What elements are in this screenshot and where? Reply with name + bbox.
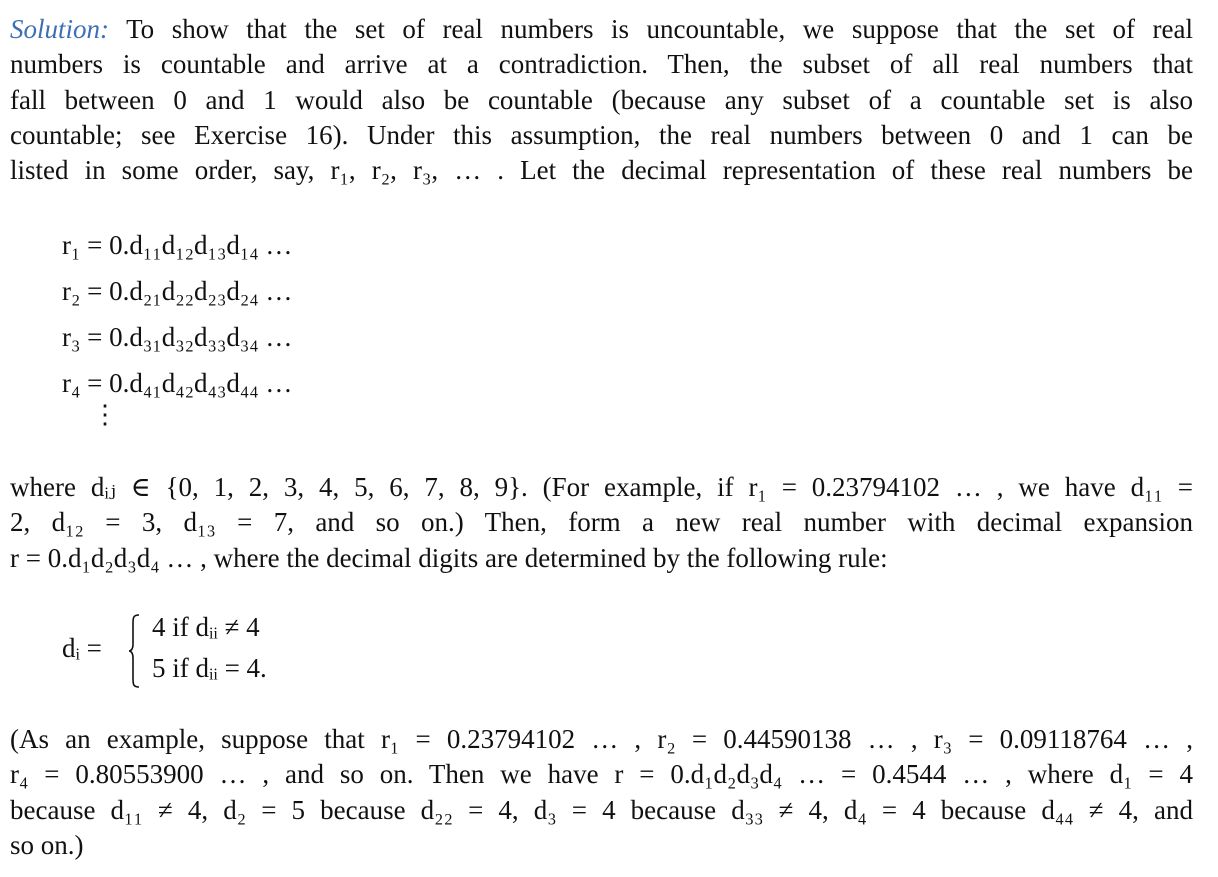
middle-line-1: where dᵢⱼ ∈ {0, 1, 2, 3, 4, 5, 6, 7, 8, 9}. (For example, if r₁ = 0.23794102 … , we have d₁₁ = bbox=[10, 472, 1193, 502]
decimal-representation-list bbox=[62, 222, 292, 406]
middle-paragraph bbox=[10, 470, 1193, 576]
intro-line-2: numbers is countable and arrive at a contradiction. Then, the subset of all real numbers that bbox=[10, 49, 1193, 80]
case-two: 5 if dᵢᵢ = 4. bbox=[152, 653, 267, 683]
equation-r2: r₂ = 0.d₂₁d₂₂d₂₃d₂₄ … bbox=[62, 276, 293, 306]
example-line-1: (As an example, suppose that r₁ = 0.23794102 … , r₂ = 0.44590138 … , r₃ = 0.09118764 … , bbox=[10, 724, 1193, 754]
intro-line-1: Solution: To show that the set of real numbers is uncountable, we suppose that the set of real bbox=[10, 14, 1194, 44]
intro-line-3: fall between 0 and 1 would also be countable (because any subset of a countable set is also bbox=[10, 84, 1193, 115]
middle-line-2: 2, d₁₂ = 3, d₁₃ = 7, and so on.) Then, form a new real number with decimal expansion bbox=[10, 507, 1193, 538]
vertical-ellipsis: ⋮ bbox=[92, 400, 118, 429]
intro-line-5: listed in some order, say, r₁, r₂, r₃, … . Let the decimal representation of these real numbers be bbox=[10, 155, 1193, 186]
digit-rule-cases bbox=[62, 608, 462, 688]
solution-label: Solution: bbox=[10, 14, 109, 44]
equation-r4: r₄ = 0.d₄₁d₄₂d₄₃d₄₄ … bbox=[62, 368, 293, 398]
example-line-2: r₄ = 0.80553900 … , and so on. Then we have r = 0.d₁d₂d₃d₄ … = 0.4544 … , where d₁ = 4 bbox=[10, 759, 1193, 790]
cases-lhs: dᵢ = bbox=[62, 633, 102, 663]
middle-line-3: r = 0.d₁d₂d₃d₄ … , where the decimal digits are determined by the following rule: bbox=[10, 542, 888, 573]
intro-paragraph bbox=[10, 12, 1193, 188]
example-line-3: because d₁₁ ≠ 4, d₂ = 5 because d₂₂ = 4, d₃ = 4 because d₃₃ ≠ 4, d₄ = 4 because d₄₄ ≠ 4, and bbox=[10, 794, 1193, 825]
left-brace-icon bbox=[128, 614, 140, 688]
intro-line-4: countable; see Exercise 16). Under this assumption, the real numbers between 0 and 1 can be bbox=[10, 119, 1193, 150]
equation-r3: r₃ = 0.d₃₁d₃₂d₃₃d₃₄ … bbox=[62, 322, 293, 352]
equation-r1: r₁ = 0.d₁₁d₁₂d₁₃d₁₄ … bbox=[62, 230, 293, 260]
example-paragraph bbox=[10, 722, 1193, 863]
example-line-4: so on.) bbox=[10, 829, 84, 860]
case-one: 4 if dᵢᵢ ≠ 4 bbox=[152, 612, 260, 642]
